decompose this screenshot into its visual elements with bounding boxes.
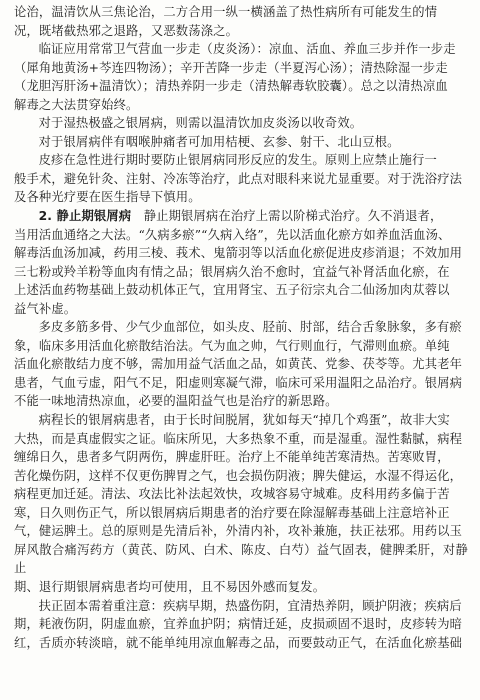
- text-line: 缠绵日久，患者多气阴两伤，脾虚肝旺。治疗上不能单纯苦寒清热。苦寒败胃，: [14, 450, 450, 465]
- text-line: 患者，气血亏虚，阳气不足，阳虚则寒凝气滞，临床可采用温阳之品治疗。银屑病: [14, 375, 463, 390]
- text-line: 对于银屑病伴有咽喉肿痛者可加用桔梗、玄参、射干、北山豆根。: [38, 134, 400, 149]
- text-line: 气，健运脾土。总的原则是先清后补，外清内补，攻补兼施，扶正祛邪。用药以玉: [14, 524, 463, 539]
- text-line: 屏风散合痛泻药方（黄芪、防风、白术、陈皮、白芍）益气固表，健脾柔肝，对静止: [14, 542, 468, 576]
- text-line: 上述活血药物基础上鼓动机体正气，宜用肾宝、五子衍宗丸合二仙汤加肉苁蓉以: [14, 283, 450, 298]
- text-line: 益气补虚。: [14, 301, 77, 316]
- text-line: 苦化燥伤阴，这样不仅更伤脾胃之气，也会损伤阴液；脾失健运，水湿不得运化，: [14, 468, 463, 483]
- text-line: （龙胆泻肝汤+温清饮）；清热养阴一步走（清热解毒软胶囊）。总之以清热凉血: [14, 79, 448, 94]
- text-line: 临证应用常常卫气营血一步走（皮炎汤）：凉血、活血、养血三步并作一步走: [38, 42, 456, 57]
- text-line: [14, 207, 468, 226]
- text-line: 期，耗液伤阴，阴虚血瘀，宜养血护阴；病情迁延，皮损顽固不退时，皮疹转为暗: [14, 617, 463, 632]
- text-line: 红，舌质亦转淡暗，就不能单纯用凉血解毒之品，而要鼓动正气，在活血化瘀基础: [14, 635, 463, 650]
- text-line: 病程更加迁延。清法、攻法比补法起效快，攻城容易守城难。皮科用药多偏于苦: [14, 487, 450, 502]
- text-line: 况，既堵截热邪之退路，又恶数荡涤之。: [14, 23, 239, 38]
- text-line: 病程长的银屑病患者，由于长时间脱屑，犹如每天“掉几个鸡蛋”，故非大实: [38, 413, 450, 428]
- text-line: 对于湿热极盛之银屑病，则需以温清饮加皮炎汤以收奇效。: [38, 116, 363, 131]
- paragraph: [14, 3, 468, 40]
- paragraph: [14, 207, 468, 318]
- paragraph: [14, 133, 468, 152]
- text-line: 象，临床多用活血化瘀散结治法。气为血之帅，气行则血行，气滞则血瘀。单纯: [14, 338, 450, 353]
- text-line: 当用活血通络之大法。“久病多瘀”“久病入络”，先以活血化瘀方如养血活血汤、: [14, 227, 451, 242]
- text-run: 静止期银屑病在治疗上需以阶梯式治疗。久不消退者，: [143, 209, 443, 224]
- paragraph: [14, 151, 468, 207]
- text-line: 活血化瘀散结力度不够，需加用益气活血之品，如黄芪、党参、茯苓等。尤其老年: [14, 357, 463, 372]
- text-line: 扶正固本需着重注意：疾病早期，热盛伤阴，宜清热养阴，顾护阴液；疾病后: [38, 598, 462, 613]
- paragraph: [14, 411, 468, 596]
- text-line: 大热，而是真虚假实之证。临床所见，大多热象不重，而是湿重。湿性黏腻，病程: [14, 431, 463, 446]
- paragraph: [14, 318, 468, 411]
- text-line: 不能一味地清热凉血，必要的温阳益气也是治疗的新思路。: [14, 394, 338, 409]
- text-line: 论治，温清饮从三焦论治，二方合用一纵一横涵盖了热性病所有可能发生的情: [14, 5, 438, 19]
- text-line: （犀角地黄汤+芩连四物汤）；辛开苦降一步走（半夏泻心汤）；清热除湿一步走: [14, 60, 448, 75]
- paragraph: [14, 114, 468, 133]
- section-heading: 2. 静止期银屑病: [38, 209, 132, 224]
- text-line: 期、退行期银屑病患者均可使用，且不易因外感而复发。: [14, 579, 326, 594]
- text-line: 寒，日久则伤正气，所以银屑病后期患者的治疗要在除湿解毒基础上注意培补正: [14, 505, 450, 520]
- paragraph: [14, 40, 468, 114]
- text-line: 多皮多筋多骨、少气少血部位，如头皮、胫前、肘部，结合舌象脉象，多有瘀: [38, 320, 462, 335]
- text-line: 解毒之大法贯穿始终。: [14, 97, 139, 112]
- text-line: 及各种光疗要在医生指导下慎用。: [14, 190, 201, 205]
- text-line: 般手术，避免针灸、注射、冷冻等治疗，此点对眼科来说尤显重要。对于洗浴疗法: [14, 171, 463, 186]
- text-line: 三七粉或羚羊粉等血肉有情之品；银屑病久治不愈时，宜益气补肾活血化瘀，在: [14, 264, 450, 279]
- text-line: 皮疹在急性进行期时要防止银屑病同形反应的发生。原则上应禁止施行一: [38, 153, 437, 168]
- paragraph: [14, 597, 468, 653]
- text-line: 解毒活血汤加减，药用三棱、莪术、鬼箭羽等以活血化瘀促进皮疹消退；不效加用: [14, 246, 463, 261]
